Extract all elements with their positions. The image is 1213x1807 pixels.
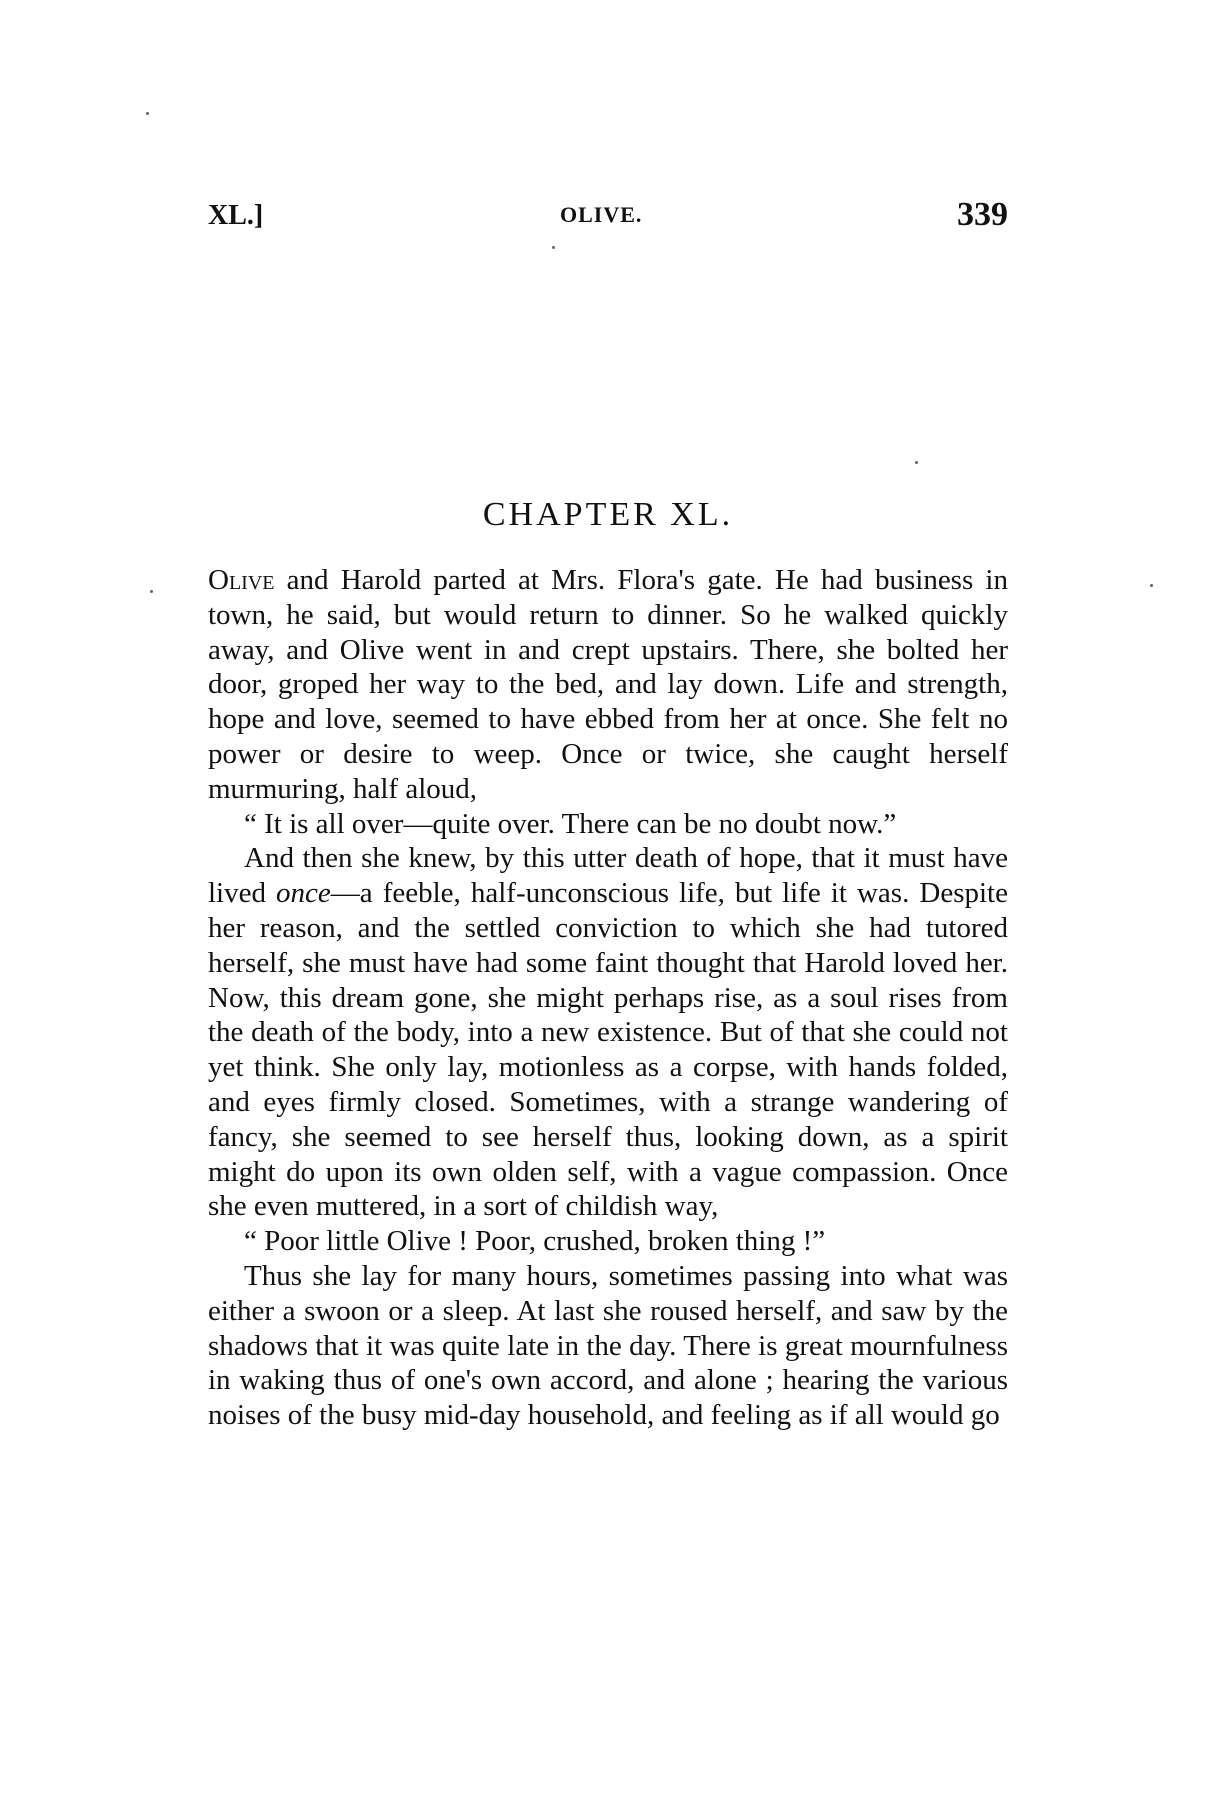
paragraph-text: And then she knew, by this utter death of hope, that it must have lived bbox=[208, 842, 1008, 910]
paragraph-text: —a feeble, half-unconscious life, but life it was. Despite her reason, and the settled conviction to which she had tutored herself, she must have had some faint thought that Harold loved her. Now, this dream gone, she might perhaps rise, as a soul rises from the death of the body, into a new existence. But of that she could not yet think. She only lay, motionless as a corpse, with hands folded, and eyes firmly closed. Sometimes, with a strange wandering of fancy, she seemed to see herself thus, looking down, as a spirit might do upon its own olden self, with a vague compassion. Once she even muttered, in a sort of childish way, bbox=[208, 877, 1008, 1223]
chapter-marker: XL.] bbox=[208, 200, 264, 231]
scan-speck bbox=[1150, 584, 1153, 587]
chapter-heading: CHAPTER XL. bbox=[482, 496, 734, 533]
book-title: OLIVE. bbox=[560, 202, 643, 227]
paragraph bbox=[208, 563, 1008, 807]
scan-speck bbox=[146, 112, 149, 115]
paragraph: “ Poor little Olive ! Poor, crushed, broken thing !” bbox=[244, 1225, 826, 1258]
paragraph: Thus she lay for many hours, sometimes passing into what was either a swoon or a sleep. At last she roused herself, and saw by the shadows that it was quite late in the day. There is great mournfulness in waking thus of one's own accord, and alone ; hearing the various noises of the busy mid-day household, and feeling as if all would go bbox=[208, 1259, 1008, 1432]
scan-speck bbox=[915, 461, 918, 464]
page-number: 339 bbox=[957, 196, 1008, 233]
paragraph-text: and Harold parted at Mrs. Flora's gate. He had business in town, he said, but would return to dinner. So he walked quickly away, and Olive went in and crept upstairs. There, she bolted her door, groped her way to the bed, and lay down. Life and strength, hope and love, seemed to have ebbed from her at once. She felt no power or desire to weep. Once or twice, she caught herself murmuring, half aloud, bbox=[208, 564, 1008, 805]
body-text bbox=[208, 563, 1008, 1433]
running-head bbox=[208, 196, 1008, 240]
scan-speck bbox=[552, 246, 555, 249]
scan-speck bbox=[150, 590, 153, 593]
paragraph: “ It is all over—quite over. There can be no doubt now.” bbox=[244, 807, 897, 840]
opening-word: Olive bbox=[208, 564, 275, 596]
emphasis: once bbox=[276, 877, 331, 910]
paragraph bbox=[208, 841, 1008, 1224]
